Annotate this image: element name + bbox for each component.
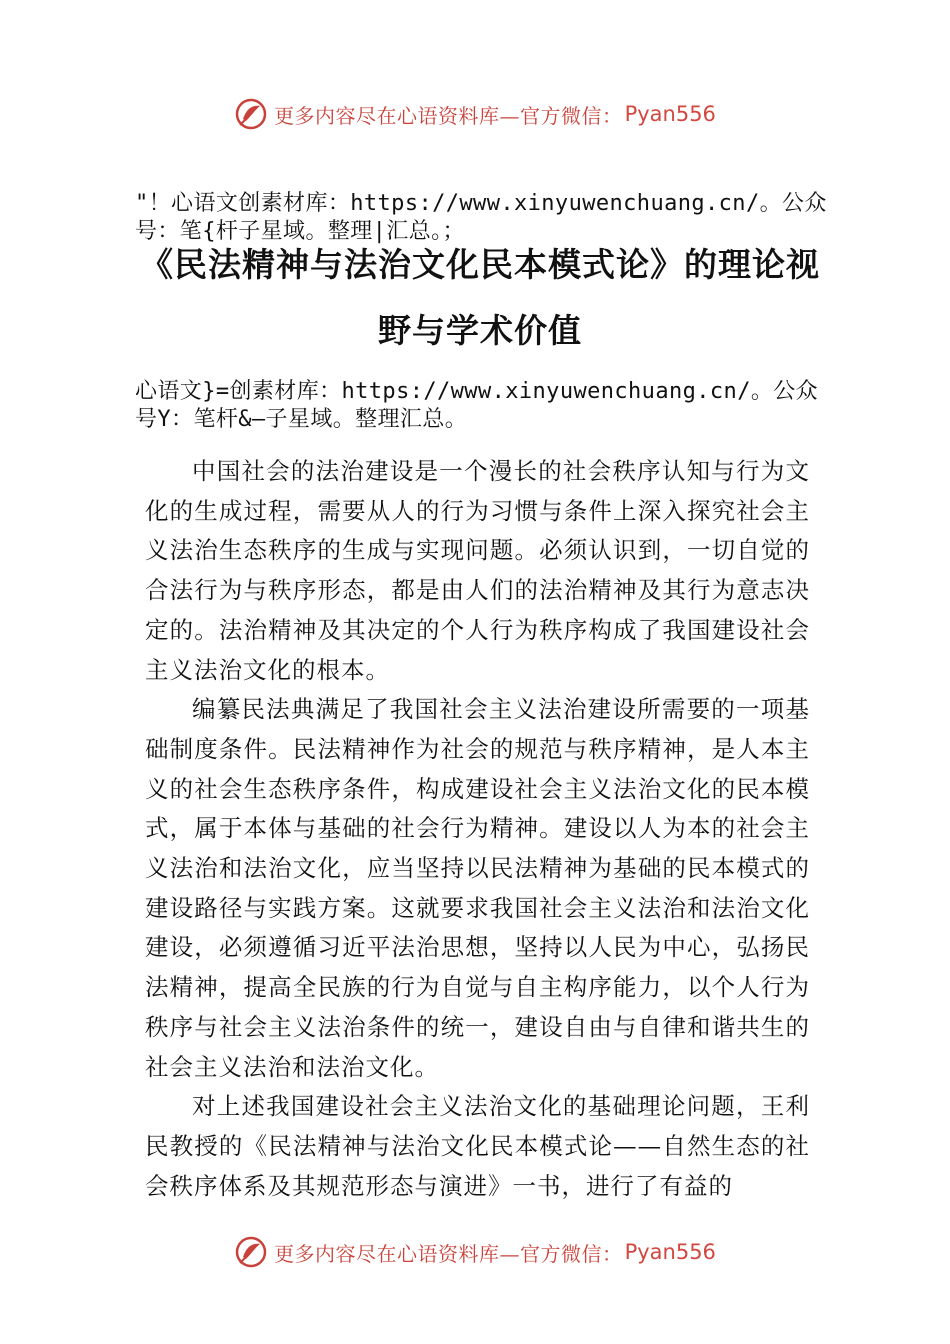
paragraph: 中国社会的法治建设是一个漫长的社会秩序认知与行为文化的生成过程，需要从人的行为习惯与条件上深入探究社会主义法治生态秩序的生成与实现问题。必须认识到，一切自觉的合法行为与秩序形态，都是由人们的法治精神及其行为意志决定的。法治精神及其决定的个人行为秩序构成了我国建设社会主义法治文化的根本。 (145, 457, 810, 684)
banner-text: 更多内容尽在心语资料库—官方微信： (274, 103, 623, 128)
paragraph: 对上述我国建设社会主义法治文化的基础理论问题，王利民教授的《民法精神与法治文化民本模式论——自然生态的社会秩序体系及其规范形态与演进》一书，进行了有益的 (145, 1092, 810, 1200)
source-header-line-2: 心语文}=创素材库：https://www.xinyuwenchuang.cn/。公众 号Y：笔杆&—子星域。整理汇总。 (135, 379, 819, 432)
watermark-banner-top (0, 94, 950, 134)
paragraph: 编纂民法典满足了我国社会主义法治建设所需要的一项基础制度条件。民法精神作为社会的规范与秩序精神，是人本主义的社会生态秩序条件，构成建设社会主义法治文化的民本模式，属于本体与基础的社会行为精神。建设以人为本的社会主义法治和法治文化，应当坚持以民法精神为基础的民本模式的建设路径与实践方案。这就要求我国社会主义法治和法治文化建设，必须遵循习近平法治思想，坚持以人民为中心，弘扬民法精神，提高全民族的行为自觉与自主构序能力，以个人行为秩序与社会主义法治条件的统一，建设自由与自律和谐共生的社会主义法治和法治文化。 (145, 695, 810, 1081)
banner-handle: Pyan556 (624, 102, 716, 126)
stamp-logo-icon (234, 1235, 268, 1269)
banner-text: 更多内容尽在心语资料库—官方微信： (274, 1241, 623, 1266)
stamp-logo-icon (234, 97, 268, 131)
article-title: 《民法精神与法治文化民本模式论》的理论视野与学术价值 (140, 245, 820, 350)
article-body (145, 452, 810, 1206)
source-header-line: "！心语文创素材库：https://www.xinyuwenchuang.cn/。公众 号：笔{杆子星域。整理|汇总。； (135, 191, 827, 244)
watermark-banner-bottom (0, 1232, 950, 1272)
banner-handle: Pyan556 (624, 1240, 716, 1264)
